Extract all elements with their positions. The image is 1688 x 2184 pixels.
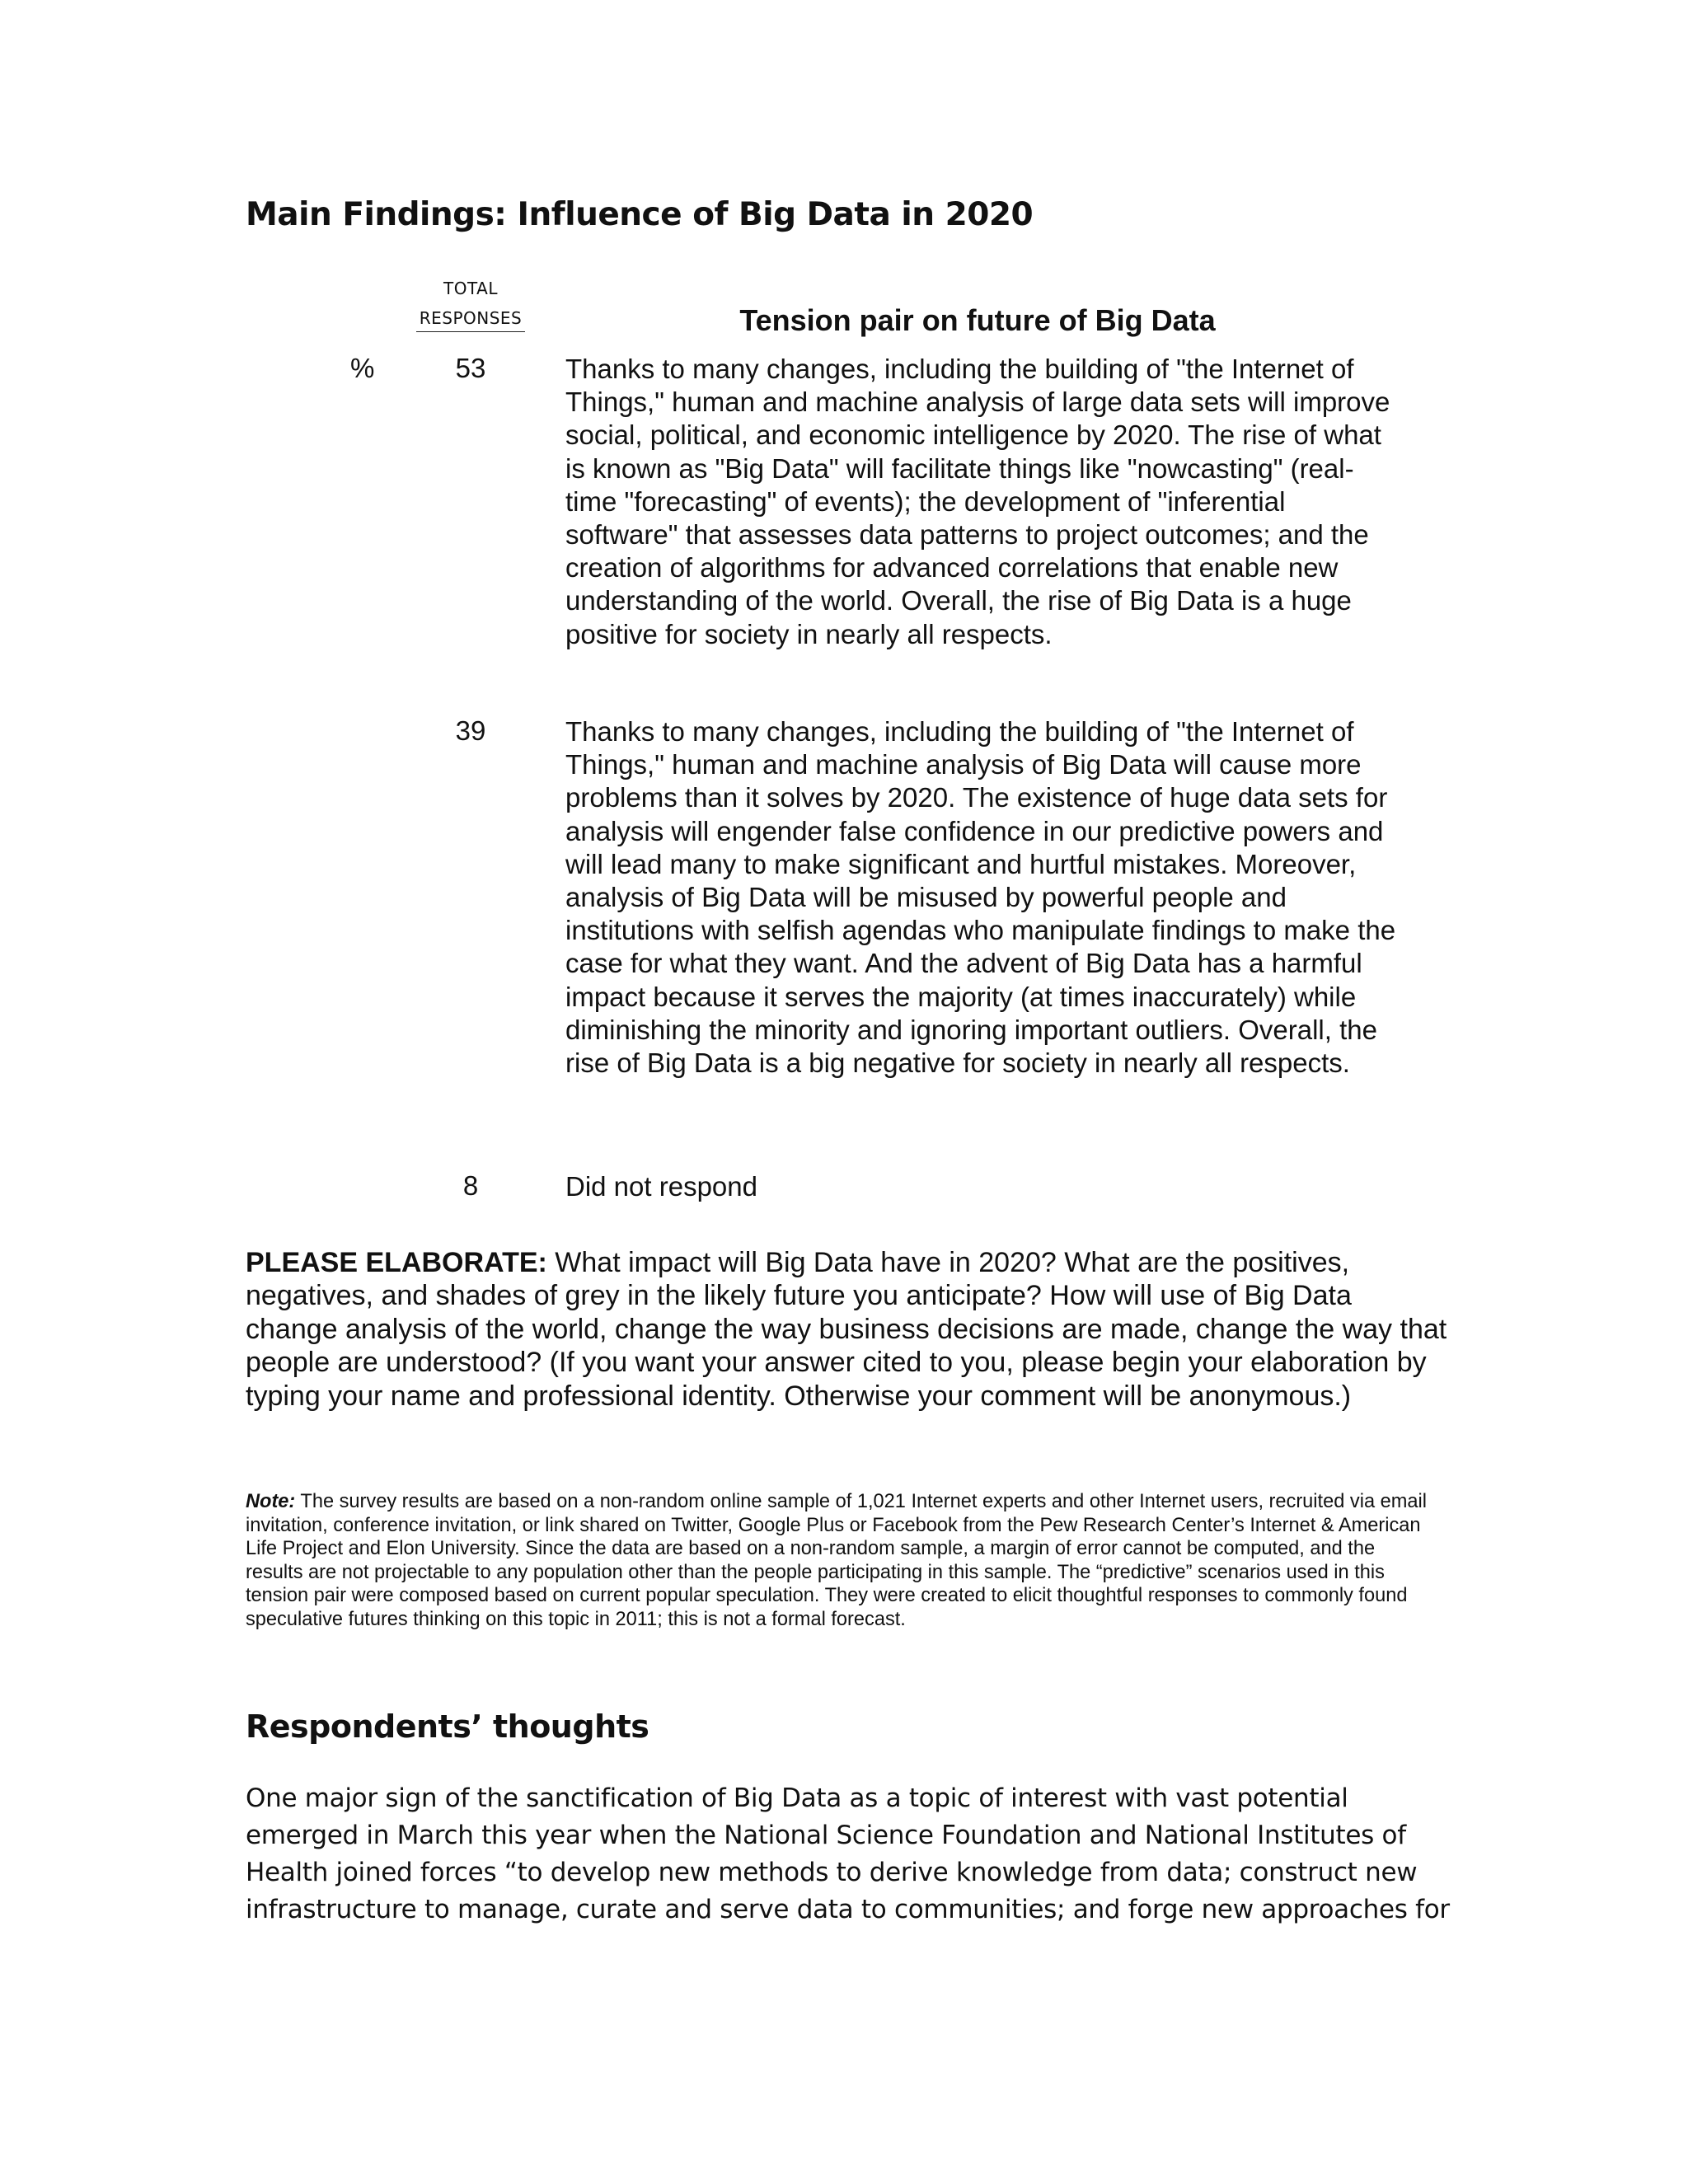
page-title: Main Findings: Influence of Big Data in 2020 xyxy=(246,196,1034,233)
response-value-2: 39 xyxy=(455,715,486,746)
column-header-line2: RESPONSES xyxy=(416,305,526,332)
body-paragraph: One major sign of the sanctification of Big Data as a topic of interest with vast potential emerged in March this year when the National Science Foundation and National Institutes of Health joined forces “to develop new methods to derive knowledge from data; construct new infrastructure to manage, curate and serve data to communities; and forge new approaches for xyxy=(246,1783,1450,1924)
column-header-line1: TOTAL xyxy=(443,279,498,298)
table-title: Tension pair on future of Big Data xyxy=(739,303,1216,337)
response-text-1: Thanks to many changes, including the building of "the Internet of Things," human and machine analysis of large data sets will improve social, political, and economic intelligence by 2020. The rise of what is known as "Big Data" will facilitate things like "nowcasting" (real-time "forecasting" of events); the development of "inferential software" that assesses data patterns to project outcomes; and the creation of algorithms for advanced correlations that enable new understanding of the world. Overall, the rise of Big Data is a huge positive for society in nearly all respects. xyxy=(565,354,1390,649)
section-heading: Respondents’ thoughts xyxy=(246,1708,649,1745)
column-header xyxy=(409,274,532,333)
elaborate-lead: PLEASE ELABORATE: xyxy=(246,1247,547,1278)
elaborate-prompt xyxy=(246,1246,1449,1413)
response-text-3: Did not respond xyxy=(565,1171,757,1202)
response-text-2: Thanks to many changes, including the building of "the Internet of Things," human and machine analysis of Big Data will cause more problems than it solves by 2020. The existence of huge data sets for analysis will engender false confidence in our predictive powers and will lead many to make significant and hurtful mistakes. Moreover, analysis of Big Data will be misused by powerful people and institutions with selfish agendas who manipulate findings to make the case for what they want. And the advent of Big Data has a harmful impact because it serves the majority (at times inaccurately) while diminishing the minority and ignoring important outliers. Overall, the rise of Big Data is a big negative for society in nearly all respects. xyxy=(565,716,1396,1079)
response-value-3: 8 xyxy=(462,1170,479,1201)
note-lead: Note: xyxy=(246,1491,296,1512)
response-value-1: 53 xyxy=(455,353,486,383)
note-text: The survey results are based on a non-random online sample of 1,021 Internet experts and other Internet users, recruited via email invitation, conference invitation, or link shared on Twitter, Google Plus or Facebook from the Pew Research Center’s Internet & American Life Project and Elon University. Since the data are based on a non-random sample, a margin of error cannot be computed, and the results are not projectable to any population other than the people participating in this sample. The “predictive” scenarios used in this tension pair were composed based on current popular speculation. They were created to elicit thoughtful responses to commonly found speculative futures thinking on this topic in 2011; this is not a formal forecast. xyxy=(246,1491,1427,1630)
elaborate-text: What impact will Big Data have in 2020? What are the positives, negatives, and shades of grey in the likely future you anticipate? How will use of Big Data change analysis of the world, change the way business decisions are made, change the way that people are understood? (If you want your answer cited to you, please begin your elaboration by typing your name and professional identity. Otherwise your comment will be anonymous.) xyxy=(246,1247,1447,1412)
percent-unit-label: % xyxy=(350,353,375,383)
survey-note xyxy=(246,1490,1432,1631)
